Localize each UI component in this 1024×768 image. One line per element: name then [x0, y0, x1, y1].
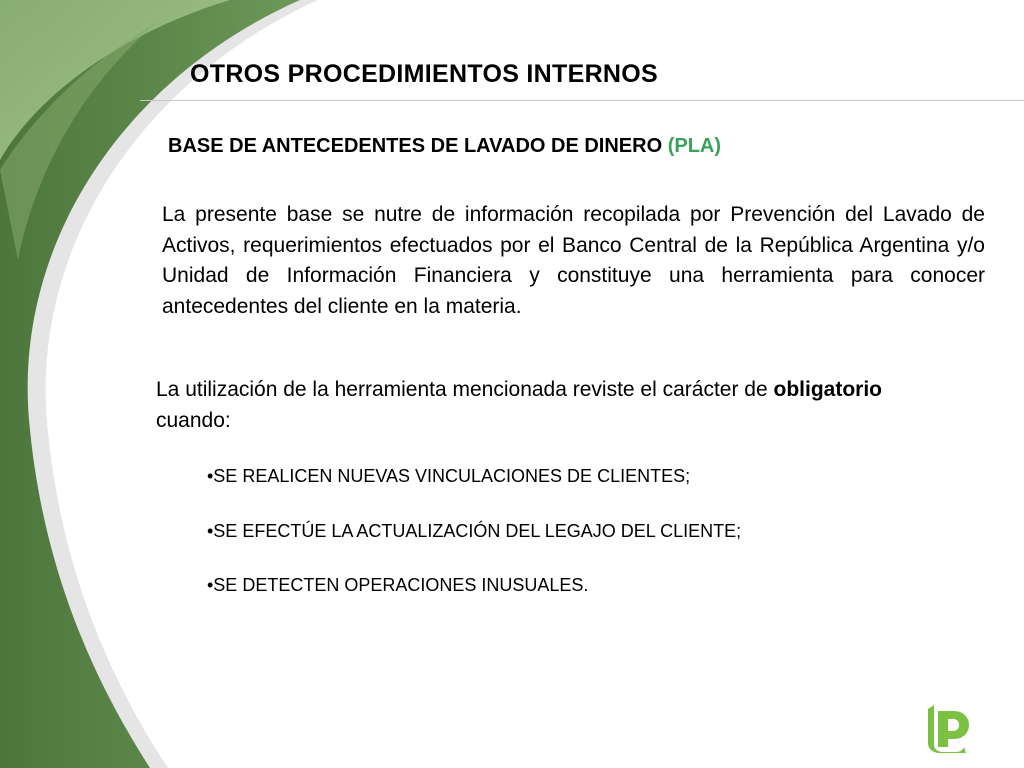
slide-subtitle [168, 135, 721, 158]
subtitle-accent: (PLA) [667, 135, 722, 157]
subtitle-main: BASE DE ANTECEDENTES DE LAVADO DE DINERO [168, 135, 663, 157]
description-paragraph: La presente base se nutre de información recopilada por Prevención del Lavado de Activos, requerimientos efectuados por el Banco Central de la República Argentina y/o Unidad de Información Financiera y constituye una herramienta para conocer antecedentes del cliente en la materia. [162, 203, 985, 318]
bank-logo-icon [926, 703, 972, 755]
list-item: •SE REALICEN NUEVAS VINCULACIONES DE CLIENTES; [207, 466, 691, 486]
list-item: •SE EFECTÚE LA ACTUALIZACIÓN DEL LEGAJO DEL CLIENTE; [207, 520, 742, 541]
usage-text-end: cuando: [156, 409, 231, 432]
slide-title: OTROS PROCEDIMIENTOS INTERNOS [190, 60, 659, 88]
title-divider [140, 100, 1024, 101]
usage-text: La utilización de la herramienta mencionada reviste el carácter de [156, 378, 768, 401]
usage-bold: obligatorio [773, 378, 883, 401]
conditions-list [207, 463, 741, 627]
list-item: •SE DETECTEN OPERACIONES INUSUALES. [207, 575, 589, 595]
usage-paragraph [156, 374, 916, 436]
